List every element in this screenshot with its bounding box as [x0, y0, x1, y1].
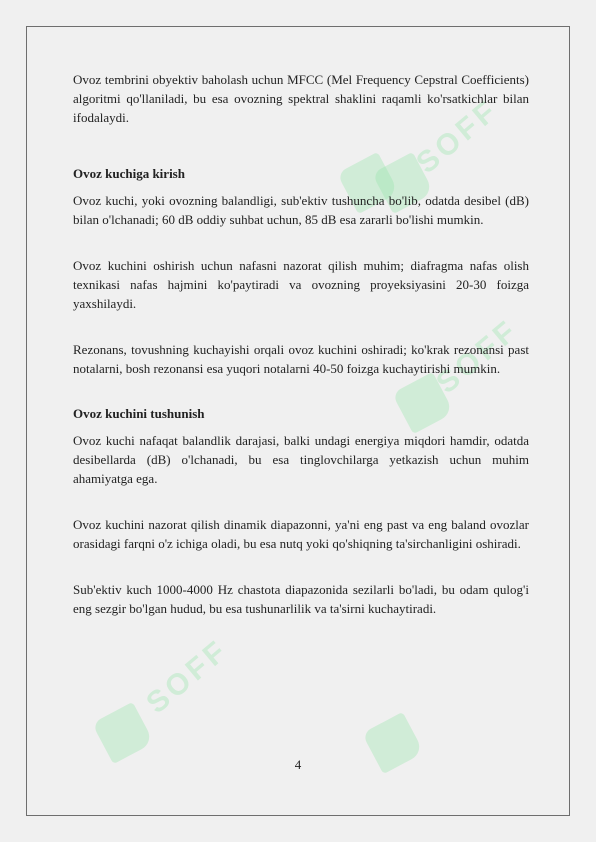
- document-body: [73, 70, 529, 618]
- paragraph-rezonans: Rezonans, tovushning kuchayishi orqali ovoz kuchini oshiradi; ko'krak rezonansi past notalarni, bosh rezonansi esa yuqori notalarni 40-50 foizga kuchaytirishi mumkin.: [73, 342, 529, 376]
- watermark-text: SOFF: [140, 633, 236, 721]
- paragraph-subektiv-kuch: Sub'ektiv kuch 1000-4000 Hz chastota diapazonida sezilarli bo'ladi, bu odam qulog'i eng sezgir bo'lgan hudud, bu esa tushunarlilik va ta'sirni kuchaytiradi.: [73, 582, 529, 616]
- paragraph-ovoz-kuchi-desibel: Ovoz kuchi, yoki ovozning balandligi, sub'ektiv tushuncha bo'lib, odatda desibel (dB) bilan o'lchanadi; 60 dB oddiy suhbat uchun, 85 dB esa zararli bo'lishi mumkin.: [73, 193, 529, 227]
- paragraph-dinamik-diapazon: Ovoz kuchini nazorat qilish dinamik diapazonni, ya'ni eng past va eng baland ovozlar orasidagi farqni o'z ichiga oladi, bu esa nutq yoki qo'shiqning ta'sirchanligini oshiradi.: [73, 517, 529, 551]
- paragraph-energiya-miqdori: Ovoz kuchi nafaqat balandlik darajasi, balki undagi energiya miqdori hamdir, odatda desibellarda (dB) o'lchanadi, bu esa tinglovchilarga yetkazish uchun muhim ahamiyatga ega.: [73, 433, 529, 486]
- heading-ovoz-kuchini-tushunish: Ovoz kuchini tushunish: [73, 406, 205, 421]
- watermark-text: SOFF: [410, 93, 506, 181]
- heading-ovoz-kuchiga-kirish: Ovoz kuchiga kirish: [73, 166, 185, 181]
- paragraph-nafas-nazorati: Ovoz kuchini oshirish uchun nafasni nazorat qilish muhim; diafragma nafas olish texnikasi nafas hajmini ko'paytiradi va ovozning proyeksiyasini 20-30 foizga yaxshilaydi.: [73, 258, 529, 311]
- page-number: 4: [294, 757, 302, 772]
- paragraph-mfcc: Ovoz tembrini obyektiv baholash uchun MFCC (Mel Frequency Cepstral Coefficients) algoritmi qo'llaniladi, bu esa ovozning spektral shaklini raqamli ko'rsatkichlar bilan ifodalaydi.: [73, 72, 529, 125]
- watermark-text: SOFF: [430, 313, 526, 401]
